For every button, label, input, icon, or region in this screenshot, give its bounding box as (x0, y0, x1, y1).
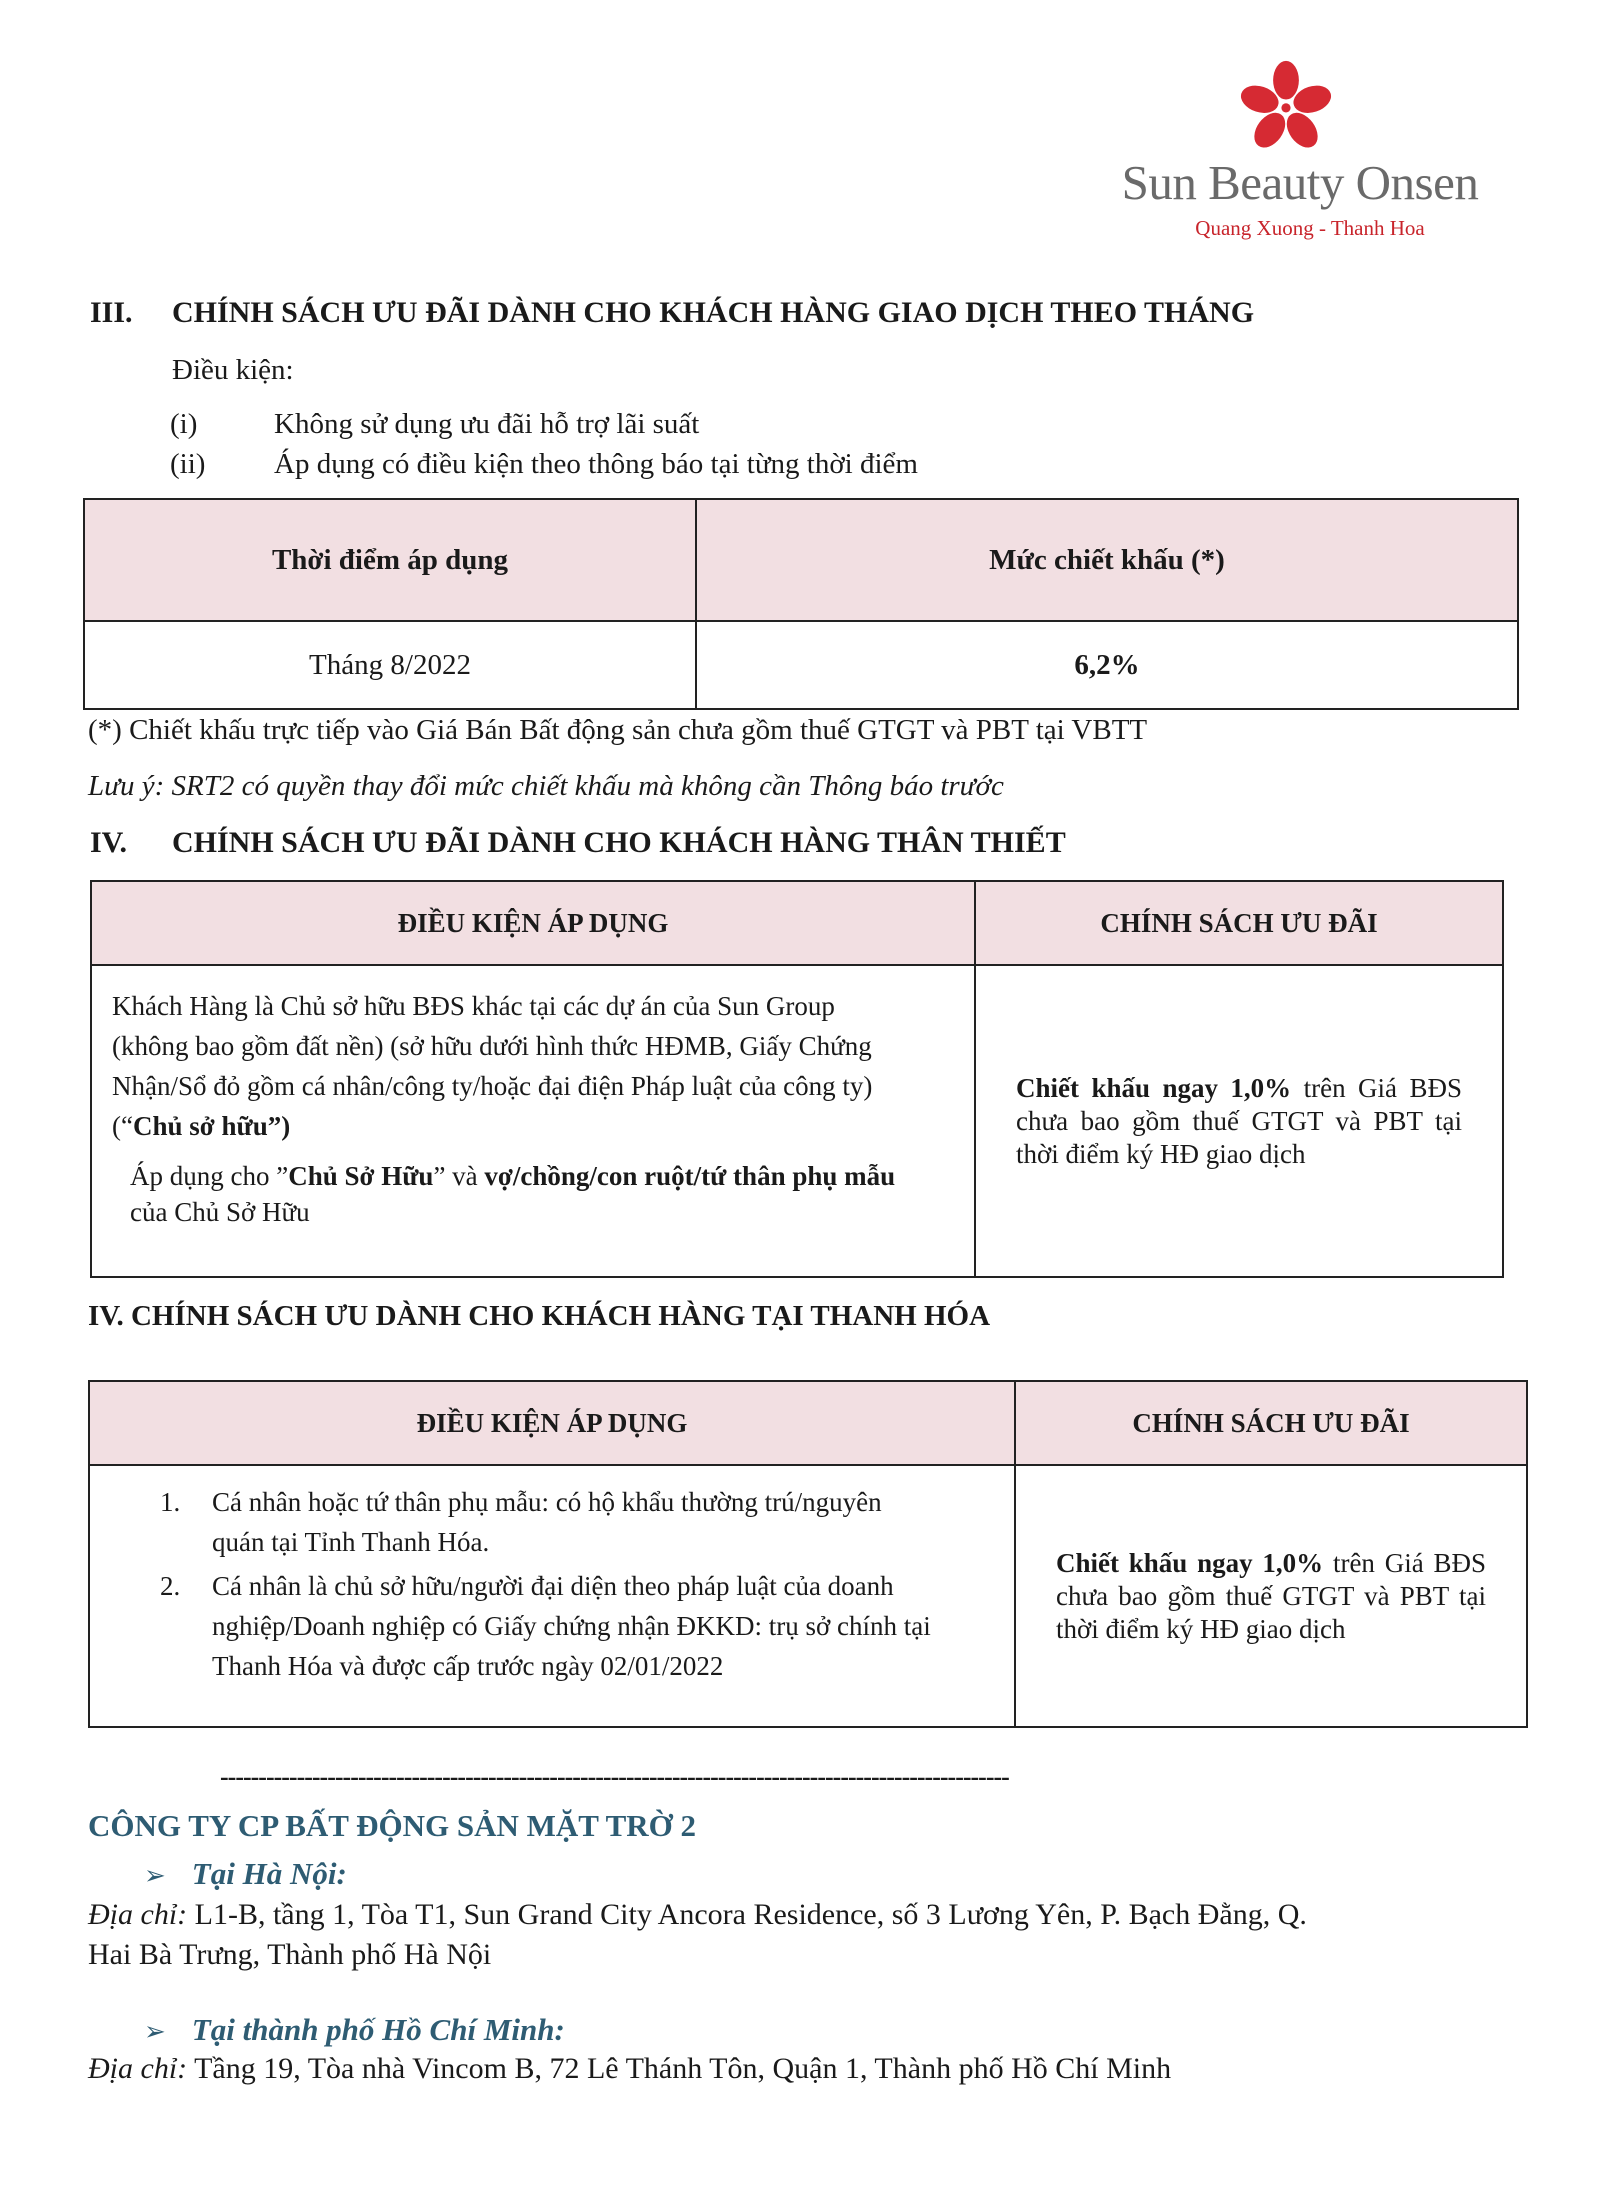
arrow-icon: ➢ (144, 2017, 166, 2046)
brand-name: Sun Beauty Onsen (1121, 155, 1479, 210)
brand-subtitle: Quang Xuong - Thanh Hoa (1195, 216, 1425, 240)
office-address: Địa chỉ: Tầng 19, Tòa nhà Vincom B, 72 Lê Thánh Tôn, Quận 1, Thành phố Hồ Chí Minh (88, 2052, 1172, 2085)
condition-marker: (ii) (170, 448, 206, 480)
list-item: 2. Cá nhân là chủ sở hữu/người đại diện theo pháp luật của doanh nghiệp/Doanh nghiệp có Giấy chứng nhận ĐKKD: trụ sở chính tại Thanh Hóa và được cấp trước ngày 02/01/2022 (160, 1571, 931, 1681)
policy-bold: Chiết khấu ngay 1,0% (1056, 1547, 1324, 1578)
owner-open: (“ (112, 1111, 133, 1141)
condition-text: Áp dụng có điều kiện theo thông báo tại từng thời điểm (274, 448, 918, 480)
condition-text: Không sử dụng ưu đãi hỗ trợ lãi suất (274, 408, 700, 440)
condition-cell (89, 1465, 1015, 1727)
policy-text: trên Giá BĐS chưa bao gồm thuế GTGT và PBT tại thời điểm ký HĐ giao dịch (1056, 1547, 1487, 1644)
office-address-line2: Hai Bà Trưng, Thành phố Hà Nội (88, 1938, 492, 1971)
footnote: (*) Chiết khấu trực tiếp vào Giá Bán Bất động sản chưa gồm thuế GTGT và PBT tại VBTT (88, 714, 1148, 746)
table-header: Mức chiết khấu (*) (696, 499, 1518, 621)
monthly-discount-table (83, 498, 1519, 710)
section3-number: III. (90, 296, 133, 329)
section3-title: CHÍNH SÁCH ƯU ĐÃI DÀNH CHO KHÁCH HÀNG GIAO DỊCH THEO THÁNG (172, 296, 1255, 329)
section4-title: CHÍNH SÁCH ƯU ĐÃI DÀNH CHO KHÁCH HÀNG THÂN THIẾT (172, 826, 1066, 859)
thanh-hoa-table (88, 1380, 1528, 1728)
office-city: Tại Hà Nội: (191, 1856, 347, 1891)
office-hanoi-heading (144, 1856, 347, 1892)
table-header: CHÍNH SÁCH ƯU ĐÃI (975, 881, 1503, 965)
table-header: Thời điểm áp dụng (84, 499, 696, 621)
list-item: 1. Cá nhân hoặc tứ thân phụ mẫu: có hộ khẩu thường trú/nguyên quán tại Tỉnh Thanh Hóa. (160, 1487, 882, 1557)
table-row (91, 965, 1503, 1277)
table-cell-month: Tháng 8/2022 (84, 621, 696, 709)
section5-title: IV. CHÍNH SÁCH ƯU DÀNH CHO KHÁCH HÀNG TẠI THANH HÓA (88, 1300, 991, 1332)
conditions-label: Điều kiện: (172, 354, 294, 386)
section4-number: IV. (90, 826, 127, 859)
condition-marker: (i) (170, 408, 198, 440)
divider: ------------------------------------------------------------------------------------------------------- (220, 1762, 1009, 1791)
loyal-customer-table (90, 880, 1504, 1278)
table-header: ĐIỀU KIỆN ÁP DỤNG (89, 1381, 1015, 1465)
office-address: Địa chỉ: L1-B, tầng 1, Tòa T1, Sun Grand City Ancora Residence, số 3 Lương Yên, P. Bạch Đằng, Q. (88, 1898, 1307, 1931)
office-city: Tại thành phố Hồ Chí Minh: (191, 2012, 565, 2047)
policy-cell (975, 965, 1503, 1277)
sun-flower-logo-icon (1240, 60, 1332, 152)
table-header: ĐIỀU KIỆN ÁP DỤNG (91, 881, 975, 965)
condition-line: (không bao gồm đất nền) (sở hữu dưới hình thức HĐMB, Giấy Chứng (112, 1031, 872, 1061)
condition-line: Nhận/Sổ đỏ gồm cá nhân/công ty/hoặc đại điện Pháp luật của công ty) (112, 1071, 873, 1101)
company-name: CÔNG TY CP BẤT ĐỘNG SẢN MẶT TRỜ 2 (88, 1808, 697, 1843)
table-cell-discount: 6,2% (696, 621, 1518, 709)
policy-cell (1015, 1465, 1527, 1727)
table-row (84, 621, 1518, 709)
apply-text: Áp dụng cho ”Chủ Sở Hữu” và vợ/chồng/con ruột/tứ thân phụ mẫu của Chủ Sở Hữu (130, 1161, 896, 1227)
office-hcm-heading (144, 2012, 565, 2048)
owner-label: Chủ sở hữu”) (132, 1111, 291, 1141)
condition-cell (91, 965, 975, 1277)
table-header: CHÍNH SÁCH ƯU ĐÃI (1015, 1381, 1527, 1465)
policy-text: trên Giá BĐS chưa bao gồm thuế GTGT và PBT tại thời điểm ký HĐ giao dịch (1016, 1072, 1463, 1169)
arrow-icon: ➢ (144, 1861, 166, 1890)
condition-line: Khách Hàng là Chủ sở hữu BĐS khác tại các dự án của Sun Group (112, 991, 835, 1021)
note: Lưu ý: SRT2 có quyền thay đổi mức chiết khấu mà không cần Thông báo trước (88, 770, 1004, 802)
table-row (89, 1465, 1527, 1727)
policy-bold: Chiết khấu ngay 1,0% (1016, 1072, 1292, 1103)
